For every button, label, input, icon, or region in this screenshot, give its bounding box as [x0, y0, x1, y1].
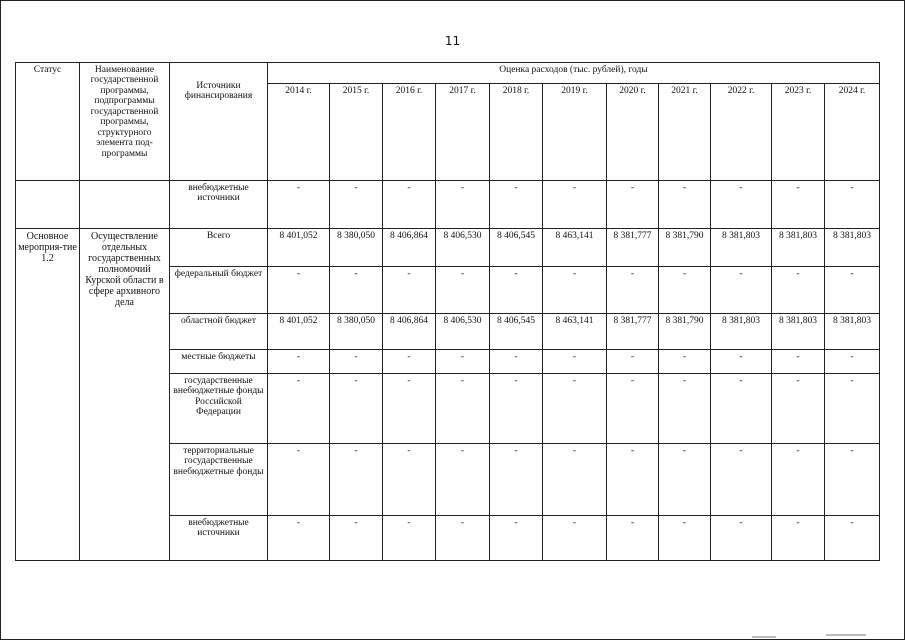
value-cell: -: [607, 181, 659, 229]
value-cell: 8 406,545: [490, 314, 543, 350]
value-cell: -: [383, 267, 436, 314]
value-cell: 8 406,530: [436, 314, 490, 350]
name-cell-empty: [80, 181, 170, 229]
value-cell: 8 401,052: [268, 314, 330, 350]
header-row-1: [16, 63, 880, 84]
value-cell: -: [711, 516, 772, 561]
value-cell: 8 381,803: [772, 229, 825, 267]
value-cell: -: [268, 350, 330, 374]
value-cell: -: [330, 350, 383, 374]
year-header: 2018 г.: [490, 84, 543, 181]
value-cell: 8 381,777: [607, 314, 659, 350]
value-cell: -: [659, 516, 711, 561]
header-status: Статус: [16, 63, 80, 181]
year-header: 2019 г.: [543, 84, 607, 181]
source-label: территориальные государственные внебюджетные фонды: [170, 444, 268, 516]
header-sources: Источники финансирования: [170, 63, 268, 181]
value-cell: -: [490, 350, 543, 374]
value-cell: -: [268, 444, 330, 516]
value-cell: -: [268, 516, 330, 561]
value-cell: -: [659, 181, 711, 229]
year-header: 2014 г.: [268, 84, 330, 181]
value-cell: -: [330, 181, 383, 229]
value-cell: -: [436, 444, 490, 516]
table-row: [16, 181, 880, 229]
source-label: федеральный бюджет: [170, 267, 268, 314]
year-header: 2017 г.: [436, 84, 490, 181]
value-cell: 8 381,803: [772, 314, 825, 350]
value-cell: -: [772, 516, 825, 561]
value-cell: -: [659, 374, 711, 444]
source-label: государственные внебюджетные фонды Российской Федерации: [170, 374, 268, 444]
value-cell: -: [607, 350, 659, 374]
source-label: местные бюджеты: [170, 350, 268, 374]
value-cell: -: [659, 444, 711, 516]
value-cell: 8 463,141: [543, 314, 607, 350]
value-cell: 8 381,803: [825, 314, 880, 350]
value-cell: -: [543, 516, 607, 561]
value-cell: -: [825, 444, 880, 516]
year-header: 2020 г.: [607, 84, 659, 181]
value-cell: -: [772, 181, 825, 229]
header-expenses: Оценка расходов (тыс. рублей), годы: [268, 63, 880, 84]
page-number: 11: [444, 34, 461, 48]
value-cell: -: [490, 181, 543, 229]
year-header: 2023 г.: [772, 84, 825, 181]
value-cell: -: [825, 374, 880, 444]
source-label: внебюджетные источники: [170, 181, 268, 229]
value-cell: -: [772, 444, 825, 516]
year-header: 2022 г.: [711, 84, 772, 181]
value-cell: 8 380,050: [330, 314, 383, 350]
value-cell: -: [490, 444, 543, 516]
year-header: 2016 г.: [383, 84, 436, 181]
value-cell: -: [436, 350, 490, 374]
value-cell: -: [330, 267, 383, 314]
scan-mark: [826, 634, 866, 636]
value-cell: 8 406,864: [383, 229, 436, 267]
value-cell: -: [436, 516, 490, 561]
value-cell: 8 381,777: [607, 229, 659, 267]
value-cell: -: [330, 374, 383, 444]
value-cell: -: [772, 374, 825, 444]
value-cell: -: [383, 350, 436, 374]
value-cell: 8 381,790: [659, 229, 711, 267]
value-cell: -: [711, 350, 772, 374]
value-cell: 8 381,803: [711, 229, 772, 267]
value-cell: -: [825, 267, 880, 314]
budget-table: [15, 62, 880, 561]
value-cell: -: [490, 516, 543, 561]
value-cell: -: [330, 444, 383, 516]
source-label: внебюджетные источники: [170, 516, 268, 561]
value-cell: 8 381,803: [711, 314, 772, 350]
value-cell: -: [268, 267, 330, 314]
value-cell: 8 381,790: [659, 314, 711, 350]
value-cell: -: [383, 444, 436, 516]
value-cell: -: [543, 181, 607, 229]
source-label: областной бюджет: [170, 314, 268, 350]
value-cell: 8 406,545: [490, 229, 543, 267]
value-cell: -: [711, 181, 772, 229]
table-row: [16, 229, 880, 267]
value-cell: -: [711, 444, 772, 516]
value-cell: -: [825, 350, 880, 374]
value-cell: -: [825, 516, 880, 561]
value-cell: 8 380,050: [330, 229, 383, 267]
value-cell: -: [711, 374, 772, 444]
value-cell: -: [772, 267, 825, 314]
year-header: 2024 г.: [825, 84, 880, 181]
value-cell: -: [607, 267, 659, 314]
value-cell: -: [543, 350, 607, 374]
value-cell: -: [825, 181, 880, 229]
value-cell: -: [543, 267, 607, 314]
value-cell: -: [607, 374, 659, 444]
value-cell: -: [607, 516, 659, 561]
value-cell: 8 401,052: [268, 229, 330, 267]
header-name: Наименование государственной программы, подпрограммы государственной программы, структурного элемента под-программы: [80, 63, 170, 181]
value-cell: -: [490, 374, 543, 444]
value-cell: -: [659, 267, 711, 314]
value-cell: -: [543, 444, 607, 516]
value-cell: -: [383, 374, 436, 444]
value-cell: -: [383, 516, 436, 561]
value-cell: 8 406,530: [436, 229, 490, 267]
value-cell: 8 406,864: [383, 314, 436, 350]
value-cell: -: [436, 374, 490, 444]
value-cell: -: [330, 516, 383, 561]
value-cell: -: [490, 267, 543, 314]
value-cell: -: [543, 374, 607, 444]
source-label: Всего: [170, 229, 268, 267]
block-name: Осуществление отдельных государственных полномочий Курской области в сфере архивного дела: [80, 229, 170, 561]
value-cell: 8 381,803: [825, 229, 880, 267]
value-cell: -: [659, 350, 711, 374]
value-cell: -: [436, 267, 490, 314]
value-cell: -: [772, 350, 825, 374]
value-cell: -: [268, 374, 330, 444]
status-cell-empty: [16, 181, 80, 229]
value-cell: -: [383, 181, 436, 229]
value-cell: -: [436, 181, 490, 229]
scan-mark: [752, 636, 776, 638]
block-status: Основное мероприя-тие 1.2: [16, 229, 80, 561]
value-cell: -: [268, 181, 330, 229]
year-header: 2015 г.: [330, 84, 383, 181]
value-cell: -: [607, 444, 659, 516]
year-header: 2021 г.: [659, 84, 711, 181]
value-cell: -: [711, 267, 772, 314]
value-cell: 8 463,141: [543, 229, 607, 267]
